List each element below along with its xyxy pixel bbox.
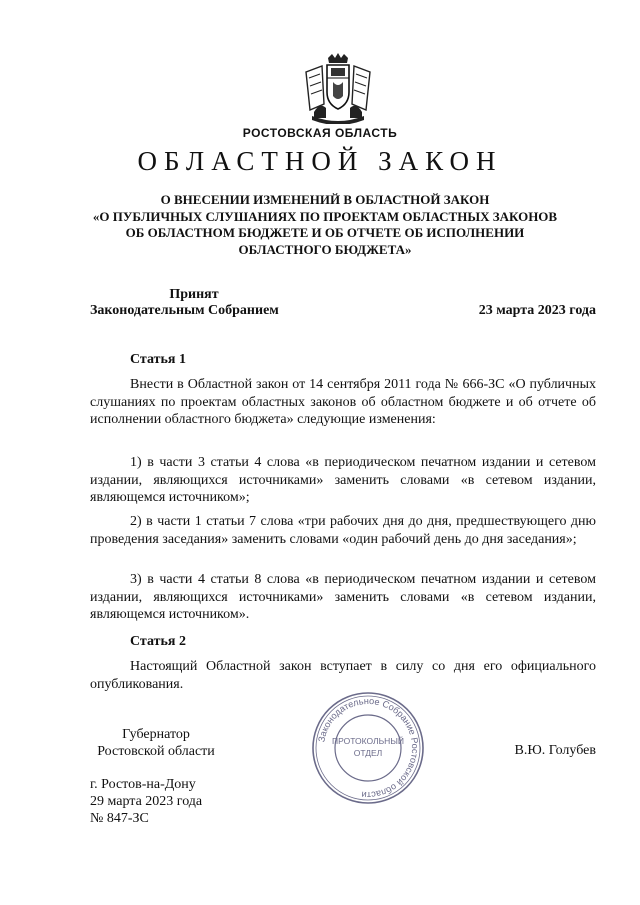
signing-date: 29 марта 2023 года	[90, 794, 203, 809]
governor-title-line: Ростовской области	[97, 744, 215, 759]
place-and-date	[90, 776, 202, 827]
region-name: РОСТОВСКАЯ ОБЛАСТЬ	[242, 126, 398, 140]
article-2-heading: Статья 2	[130, 634, 186, 649]
law-title-line: ОБЛАСТНОГО БЮДЖЕТА»	[238, 241, 412, 257]
city: г. Ростов-на-Дону	[90, 777, 196, 792]
coat-of-arms-emblem	[300, 52, 376, 124]
article-2-text: Настоящий Областной закон вступает в силу со дня его официального опубликования.	[90, 659, 596, 692]
article-1-heading: Статья 1	[130, 352, 186, 367]
article-1-item-2: 2) в части 1 статьи 7 слова «три рабочих дня до дня, предшествующего дню проведения заседания» заменить словами «один рабочий день до дня заседания»;	[90, 514, 596, 547]
article-1-intro: Внести в Областной закон от 14 сентября 2011 года № 666-ЗС «О публичных слушаниях по проектам областных законов об областном бюджете и об отчете об исполнении областного бюджета» следующие изменения:	[90, 377, 596, 428]
law-number: № 847-ЗС	[90, 811, 149, 826]
stamp-center-line-1: ПРОТОКОЛЬНЫЙ	[332, 736, 404, 746]
article-1-item-3: 3) в части 4 статьи 8 слова «в периодическом печатном издании и сетевом издании, являющихся источниками» заменить словами «в сетевом издании, являющемся источником».	[90, 572, 596, 623]
adoption-date: 23 марта 2023 года	[478, 303, 596, 318]
official-stamp	[306, 690, 430, 806]
law-title-line: О ВНЕСЕНИИ ИЗМЕНЕНИЙ В ОБЛАСТНОЙ ЗАКОН	[160, 192, 490, 207]
law-title	[90, 192, 560, 258]
adopted-by: Законодательным Собранием	[90, 303, 279, 318]
governor-title-line: Губернатор	[122, 727, 190, 742]
adopted-label: Принят	[169, 287, 219, 302]
signer-name: В.Ю. Голубев	[514, 743, 596, 758]
stamp-ring-text: Законодательное Собрание Ростовской области	[316, 695, 421, 801]
document-type: ОБЛАСТНОЙ ЗАКОН	[137, 146, 503, 176]
stamp-center-line-2: ОТДЕЛ	[353, 748, 383, 758]
law-title-line: ОБ ОБЛАСТНОМ БЮДЖЕТЕ И ОБ ОТЧЕТЕ ОБ ИСПОЛНЕНИИ	[125, 225, 525, 240]
law-title-line: «О ПУБЛИЧНЫХ СЛУШАНИЯХ ПО ПРОЕКТАМ ОБЛАСТНЫХ ЗАКОНОВ	[92, 208, 558, 224]
article-1-item-1: 1) в части 3 статьи 4 слова «в периодическом печатном издании и сетевом издании, являющихся источниками» заменить словами «в сетевом издании, являющемся источником»;	[90, 455, 596, 506]
governor-title	[90, 726, 222, 760]
